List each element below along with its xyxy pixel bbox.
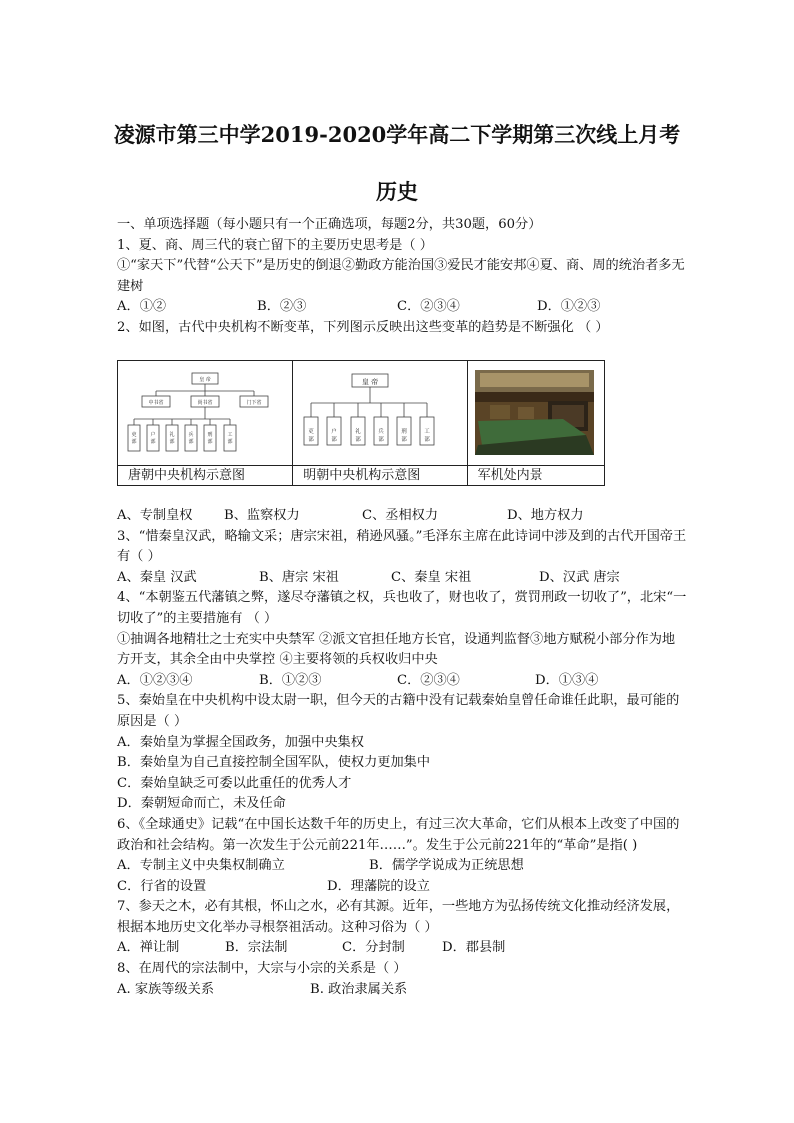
q2-option-b: B、监察权力 xyxy=(224,508,300,523)
q8-option-a: A. 家族等级关系 xyxy=(117,981,215,997)
ming-dept-3: 兵部 xyxy=(378,429,385,443)
ming-dept-1: 户部 xyxy=(331,429,338,443)
ming-dept-4: 刑部 xyxy=(401,429,408,443)
q6-option-b: B．儒学学说成为正统思想 xyxy=(369,858,524,874)
document-title: 凌源市第三中学2019-2020学年高二下学期第三次线上月考 xyxy=(113,122,681,147)
ming-dept-0: 吏部 xyxy=(308,429,315,443)
q4-option-a: A．①②③④ xyxy=(117,672,193,688)
junjichu-photo-panel xyxy=(468,361,604,485)
q4-items: ①抽调各地精壮之士充实中央禁军 ②派文官担任地方长官，设通判监督③地方赋税小部分作为地方开支，其余全由中央掌控 ④主要将领的兵权收归中央 xyxy=(117,631,676,668)
q4-options xyxy=(117,671,687,692)
junjichu-caption: 军机处内景 xyxy=(468,465,604,485)
ming-org-chart xyxy=(293,361,468,465)
questions-part-1 xyxy=(117,215,687,339)
q1-option-a: A．①② xyxy=(117,299,167,315)
q4-option-d: D．①③④ xyxy=(535,672,599,688)
ming-dept-2: 礼部 xyxy=(355,429,362,443)
q7-option-a: A．禅让制 xyxy=(117,940,180,956)
q8-stem: 8、在周代的宗法制中，大宗与小宗的关系是（ ） xyxy=(117,961,407,977)
q4-stem: 4、“本朝鉴五代藩镇之弊，遂尽夺藩镇之权，兵也收了，财也收了，赏罚刑政一切收了”，北宋“一切收了”的主要措施有 （ ） xyxy=(117,590,687,626)
q7-option-d: D．郡县制 xyxy=(442,940,506,956)
q5-option-d: D．秦朝短命而亡，未及任命 xyxy=(117,796,286,812)
tang-dept-2: 礼部 xyxy=(169,432,175,445)
section-heading: 一、单项选择题（每小题只有一个正确选项，每题2分，共30题，60分） xyxy=(117,217,542,232)
tang-dept-1: 户部 xyxy=(150,432,156,445)
tang-chart-panel xyxy=(118,361,293,485)
q3-option-b: B、唐宗 宋祖 xyxy=(259,569,339,585)
q5-option-a: A．秦始皇为掌握全国政务，加强中央集权 xyxy=(117,734,364,750)
q2-stem: 2、如图，古代中央机构不断变革，下列图示反映出这些变革的趋势是不断强化 （ ） xyxy=(117,319,609,335)
ming-caption: 明朝中央机构示意图 xyxy=(293,465,466,485)
q4-option-c: C．②③④ xyxy=(397,672,460,688)
q1-option-b: B．②③ xyxy=(257,299,307,315)
tang-mid-label-0: 中书省 xyxy=(148,400,164,406)
q3-option-c: C、秦皇 宋祖 xyxy=(391,569,472,585)
q5-option-b: B．秦始皇为自己直接控制全国军队，使权力更加集中 xyxy=(117,755,431,771)
q6-options-row-1 xyxy=(117,856,687,877)
q3-option-d: D、汉武 唐宗 xyxy=(539,569,620,585)
q1-option-d: D．①②③ xyxy=(537,299,601,315)
questions-part-2 xyxy=(117,506,687,1000)
q3-option-a: A、秦皇 汉武 xyxy=(117,569,197,585)
q4-option-b: B．①②③ xyxy=(259,672,322,688)
q2-option-c: C、丞相权力 xyxy=(362,508,439,523)
q1-items: ①“家天下”代替“公天下”是历史的倒退②勤政方能治国③爱民才能安邦④夏、商、周的统治者多无建树 xyxy=(117,258,685,294)
q6-option-c: C．行省的设置 xyxy=(117,878,207,894)
tang-mid-label-1: 尚书省 xyxy=(197,400,213,406)
q6-options-row-2 xyxy=(117,877,687,898)
q1-stem: 1、夏、商、周三代的衰亡留下的主要历史思考是（ ） xyxy=(117,237,433,253)
junjichu-photo xyxy=(468,361,605,465)
tang-dept-3: 兵部 xyxy=(188,432,194,445)
q5-option-c: C．秦始皇缺乏可委以此重任的优秀人才 xyxy=(117,775,352,791)
tang-dept-4: 刑部 xyxy=(207,432,213,445)
q7-stem: 7、参天之木，必有其根，怀山之水，必有其源。近年，一些地方为弘扬传统文化推动经济发展，根据本地历史文化举办寻根祭祖活动。这种习俗为（ ） xyxy=(117,899,680,935)
q1-option-c: C．②③④ xyxy=(397,299,460,315)
tang-caption: 唐朝中央机构示意图 xyxy=(118,465,292,485)
tang-emperor-label: 皇 帝 xyxy=(199,377,211,383)
q3-stem: 3、“惜秦皇汉武，略输文采；唐宗宋祖，稍逊风骚。”毛泽东主席在此诗词中涉及到的古代开国帝王有（ ） xyxy=(117,528,687,565)
q2-options xyxy=(117,506,687,527)
ming-dept-5: 工部 xyxy=(424,429,431,443)
q2-option-d: D、地方权力 xyxy=(507,508,584,523)
tang-mid-label-2: 门下省 xyxy=(246,400,262,406)
q6-option-d: D．理藩院的设立 xyxy=(327,878,430,894)
q5-stem: 5、秦始皇在中央机构中设太尉一职，但今天的古籍中没有记载秦始皇曾任命谁任此职，最可能的原因是（ ） xyxy=(117,693,680,729)
ming-chart-panel xyxy=(293,361,467,485)
central-institutions-figure xyxy=(117,360,605,486)
q7-options xyxy=(117,938,687,959)
q6-stem: 6、《全球通史》记载“在中国长达数千年的历史上，有过三次大革命，它们从根本上改变了中国的政治和社会结构。第一次发生于公元前221年……”。发生于公元前221年的“革命”是指( ) xyxy=(117,816,680,853)
q3-options xyxy=(117,568,687,589)
q6-option-a: A．专制主义中央集权制确立 xyxy=(117,858,285,874)
tang-dept-5: 工部 xyxy=(227,432,233,445)
tang-org-chart xyxy=(118,361,294,465)
document-subtitle: 历史 xyxy=(376,179,418,204)
q8-option-b: B. 政治隶属关系 xyxy=(310,981,408,997)
q1-options xyxy=(117,297,687,318)
tang-dept-0: 吏部 xyxy=(131,432,137,445)
q7-option-b: B．宗法制 xyxy=(225,940,288,956)
ming-emperor-label: 皇 帝 xyxy=(362,378,379,386)
q7-option-c: C．分封制 xyxy=(342,940,405,956)
q8-options xyxy=(117,980,687,1001)
q2-option-a: A、专制皇权 xyxy=(117,508,193,523)
